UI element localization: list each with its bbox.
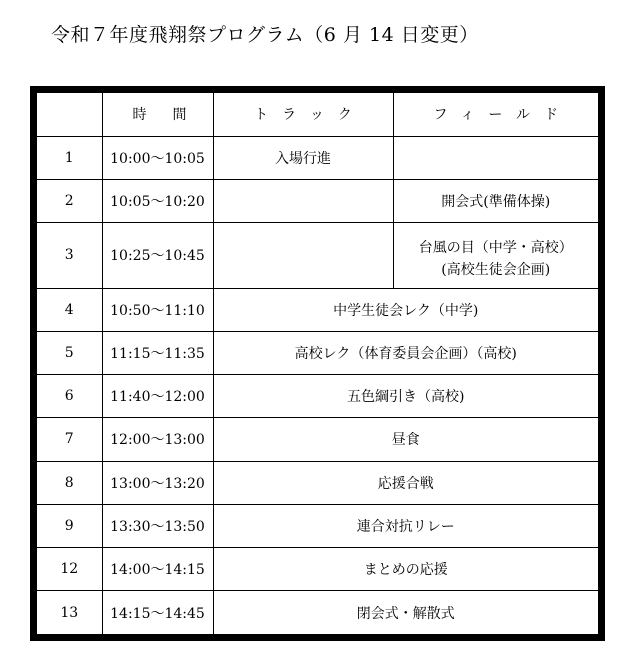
table-row xyxy=(37,461,598,504)
header-no xyxy=(37,93,102,136)
row-number: 1 xyxy=(37,136,102,179)
row-time: 10:25～10:45 xyxy=(102,223,213,288)
row-time: 10:00～10:05 xyxy=(102,136,213,179)
row-field-event xyxy=(393,136,598,179)
table-header-row xyxy=(37,93,598,136)
row-number: 8 xyxy=(37,461,102,504)
row-event: まとめの応援 xyxy=(213,547,598,590)
row-event: 中学生徒会レク（中学) xyxy=(213,288,598,331)
row-track-event: 入場行進 xyxy=(213,136,393,179)
header-track: トラック xyxy=(213,93,393,136)
table-row xyxy=(37,331,598,374)
row-number: 12 xyxy=(37,547,102,590)
row-time: 12:00～13:00 xyxy=(102,418,213,461)
row-event: 応援合戦 xyxy=(213,461,598,504)
table-row xyxy=(37,223,598,288)
row-time: 11:40～12:00 xyxy=(102,375,213,418)
table-row xyxy=(37,504,598,547)
row-track-event xyxy=(213,223,393,288)
schedule-frame xyxy=(30,86,605,641)
page-title: 令和７年度飛翔祭プログラム（6 月 14 日変更） xyxy=(51,24,479,46)
row-time: 14:00～14:15 xyxy=(102,547,213,590)
table-row xyxy=(37,288,598,331)
table-row xyxy=(37,591,598,634)
row-number: 3 xyxy=(37,223,102,288)
row-time: 13:00～13:20 xyxy=(102,461,213,504)
header-time: 時間 xyxy=(102,93,213,136)
table-row xyxy=(37,547,598,590)
row-number: 9 xyxy=(37,504,102,547)
row-field-event xyxy=(393,223,598,288)
header-field: フィールド xyxy=(393,93,598,136)
row-event: 昼食 xyxy=(213,418,598,461)
row-time: 10:05～10:20 xyxy=(102,179,213,222)
schedule-table xyxy=(37,93,598,634)
row-number: 5 xyxy=(37,331,102,374)
row-time: 10:50～11:10 xyxy=(102,288,213,331)
row-event: 連合対抗リレー xyxy=(213,504,598,547)
row-time: 11:15～11:35 xyxy=(102,331,213,374)
row-number: 7 xyxy=(37,418,102,461)
field-event-line: (高校生徒会企画) xyxy=(441,262,551,279)
row-track-event xyxy=(213,179,393,222)
row-time: 13:30～13:50 xyxy=(102,504,213,547)
row-number: 13 xyxy=(37,591,102,634)
row-number: 6 xyxy=(37,375,102,418)
field-event-line: 台風の目（中学・高校） xyxy=(418,240,573,257)
row-event: 閉会式・解散式 xyxy=(213,591,598,634)
row-event: 高校レク（体育委員会企画）（高校) xyxy=(213,331,598,374)
row-number: 2 xyxy=(37,179,102,222)
table-row xyxy=(37,179,598,222)
table-row xyxy=(37,375,598,418)
row-event: 五色綱引き（高校) xyxy=(213,375,598,418)
row-field-event: 開会式(準備体操) xyxy=(393,179,598,222)
table-row xyxy=(37,418,598,461)
table-row xyxy=(37,136,598,179)
row-time: 14:15～14:45 xyxy=(102,591,213,634)
row-number: 4 xyxy=(37,288,102,331)
